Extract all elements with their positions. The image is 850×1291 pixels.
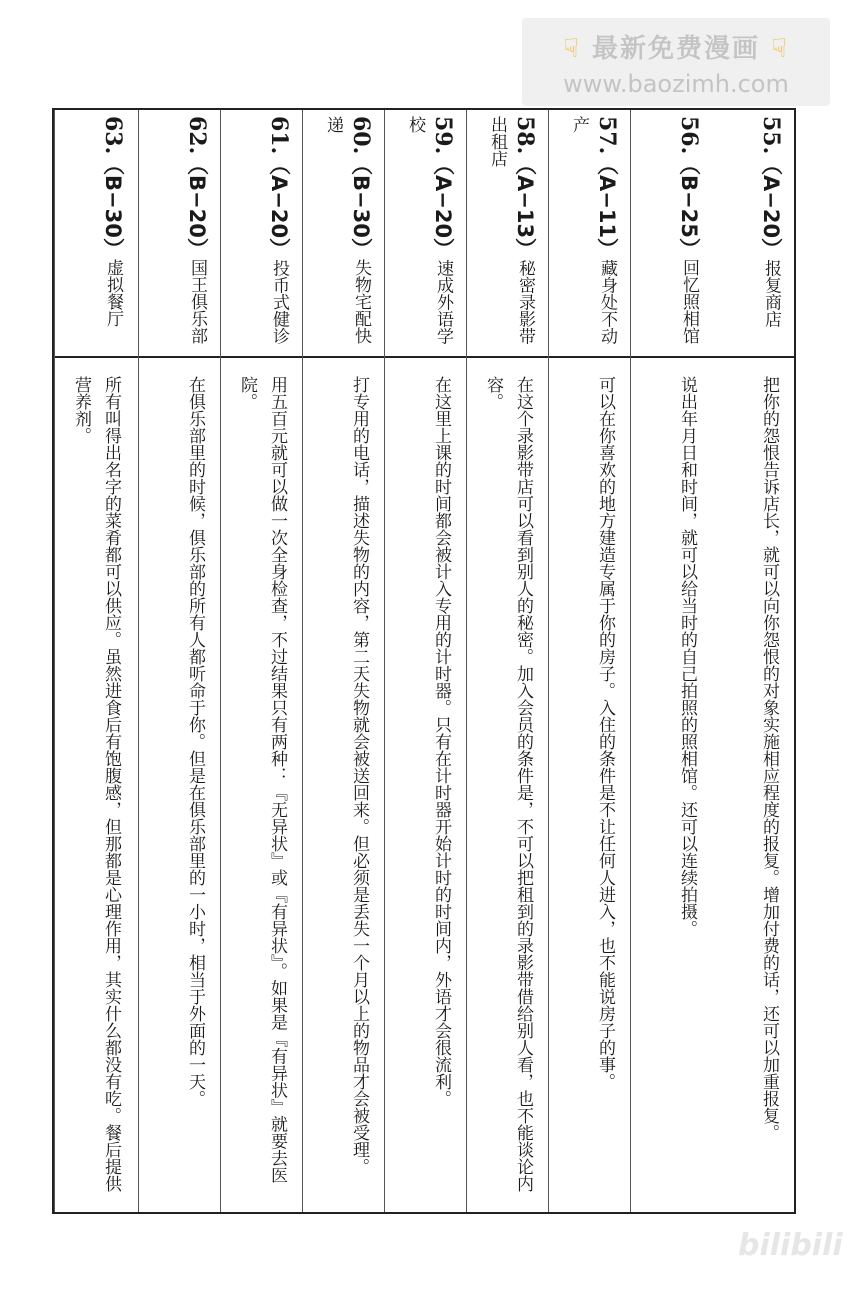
item-name: 速成外语学校 (405, 116, 453, 345)
item-grade: （B−30） (349, 154, 373, 260)
item-number: 55. (758, 116, 784, 155)
item-description: 用五百元就可以做一次全身检查，不过结果只有两种：『无异状』或『有异状』。如果是『有异状』就要去医院。 (237, 376, 287, 1184)
item-name: 报复商店 (761, 259, 781, 328)
item-name: 藏身处不动产 (569, 116, 617, 345)
table-row (302, 110, 384, 1212)
item-name: 国王俱乐部 (187, 259, 207, 345)
item-grade: （B−30） (101, 154, 125, 260)
table-row (712, 110, 794, 1212)
item-grade: （A−20） (267, 154, 291, 260)
item-grade: （B−20） (185, 154, 209, 260)
row-header (139, 110, 220, 356)
item-name: 虚拟餐厅 (103, 259, 123, 328)
item-name: 回忆照相馆 (679, 259, 699, 345)
row-header (631, 110, 712, 356)
item-name: 失物宅配快递 (323, 116, 371, 345)
item-grade: （A−11） (595, 154, 619, 260)
watermark-title: 最新免费漫画 (591, 34, 760, 64)
item-description: 可以在你喜欢的地方建造专属于你的房子。入住的条件是不让任何人进入，也不能说房子的事。 (595, 376, 615, 1090)
table-row (384, 110, 466, 1212)
table-row (630, 110, 712, 1212)
item-grade: （A−20） (759, 154, 783, 260)
item-name: 秘密录影带出租店 (487, 116, 535, 345)
row-header (385, 110, 466, 356)
item-description: 所有叫得出名字的菜肴都可以供应。虽然进食后有饱腹感，但那都是心理作用，其实什么都没有吃。餐后提供营养剂。 (71, 376, 121, 1192)
row-header (55, 110, 136, 356)
item-description: 在俱乐部里的时候，俱乐部的所有人都听命于你。但是在俱乐部里的一小时，相当于外面的一天。 (185, 376, 205, 1107)
pointing-hand-icon: ☟ (563, 34, 581, 64)
item-description: 把你的怨恨告诉店长，就可以向你怨恨的对象实施相应程度的报复。增加付费的话，还可以加重报复。 (759, 376, 779, 1141)
item-number: 61. (266, 116, 292, 155)
item-number: 60. (348, 116, 374, 155)
item-number: 63. (100, 116, 126, 155)
item-description: 在这个录影带店可以看到别人的秘密。加入会员的条件是，不可以把租到的录影带借给别人看，也不能谈论内容。 (483, 376, 533, 1192)
item-number: 57. (594, 116, 620, 155)
table-row (466, 110, 548, 1212)
item-number: 58. (512, 116, 538, 155)
item-description: 在这里上课的时间都会被计入专用的计时器。只有在计时器开始计时的时间内，外语才会很流利。 (431, 376, 451, 1107)
item-grade: （A−20） (431, 154, 455, 260)
pointing-hand-icon: ☟ (771, 34, 789, 64)
row-header (467, 110, 548, 356)
item-number: 56. (676, 116, 702, 155)
table-row (54, 110, 136, 1212)
table-row (220, 110, 302, 1212)
item-grade: （A−13） (513, 154, 537, 260)
store-list-table (52, 108, 796, 1214)
table-row (548, 110, 630, 1212)
item-number: 59. (430, 116, 456, 155)
watermark-banner (522, 18, 830, 106)
item-grade: （B−25） (677, 154, 701, 260)
row-header (303, 110, 384, 356)
table-row (138, 110, 220, 1212)
item-description: 说出年月日和时间，就可以给当时的自己拍照的照相馆。还可以连续拍摄。 (677, 376, 697, 937)
item-description: 打专用的电话，描述失物的内容，第二天失物就会被送回来。但必须是丢失一个月以上的物品才会被受理。 (349, 376, 369, 1175)
watermark-url: www.baozimh.com (563, 70, 789, 98)
row-header (549, 110, 630, 356)
item-name: 投币式健诊 (269, 259, 289, 345)
item-number: 62. (184, 116, 210, 155)
row-header (221, 110, 302, 356)
row-header (712, 110, 794, 356)
bilibili-logo: bilibili (738, 1228, 843, 1263)
